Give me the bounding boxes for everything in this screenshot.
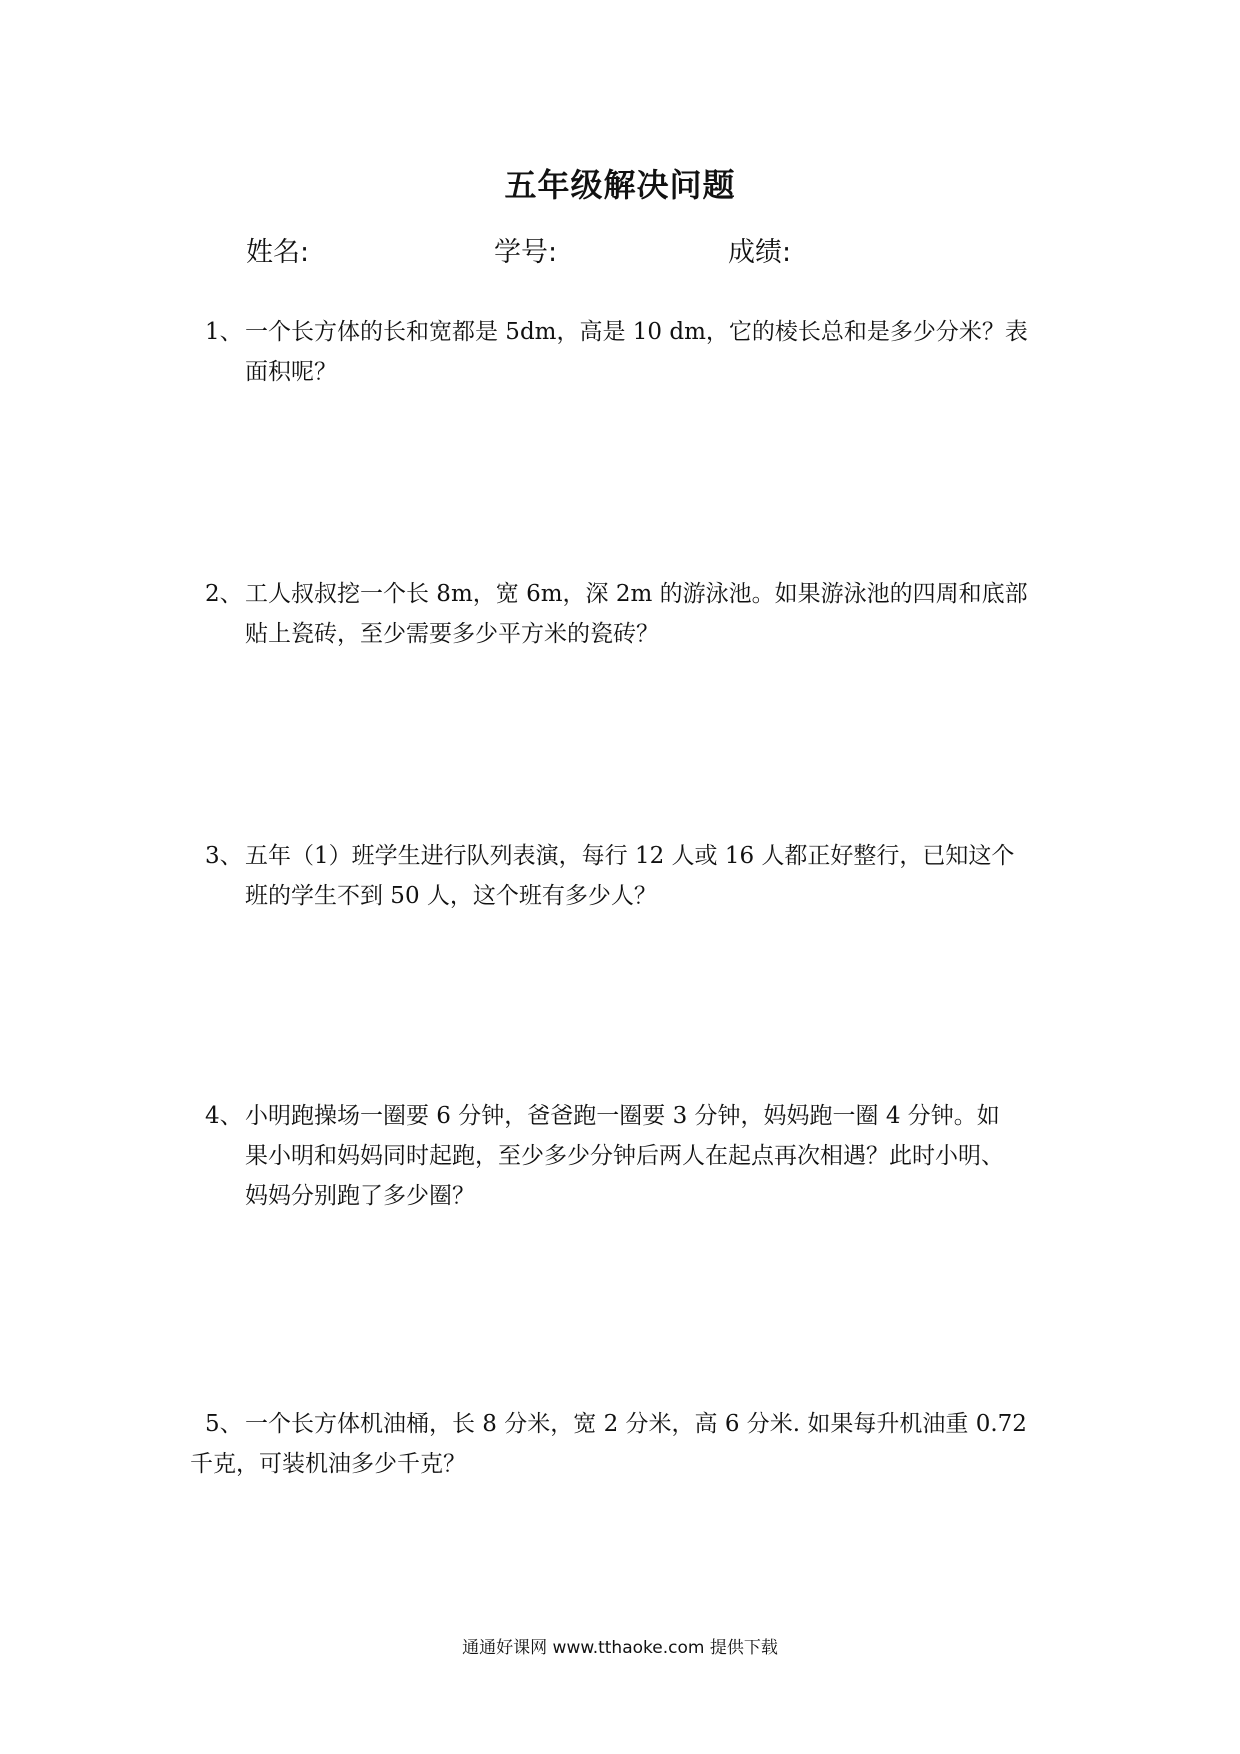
question-3 — [205, 836, 1065, 916]
page-title: 五年级解决问题 — [504, 166, 736, 204]
question-2 — [205, 574, 1065, 654]
question-number: 5、 — [205, 1411, 243, 1437]
question-text-cont: 千克，可装机油多少千克？ — [190, 1451, 466, 1477]
question-number: 2、 — [205, 581, 243, 607]
name-label: 姓名: — [246, 237, 310, 268]
question-text: 小明跑操场一圈要 6 分钟，爸爸跑一圈要 3 分钟，妈妈跑一圈 4 分钟。如 — [245, 1103, 1000, 1129]
question-1 — [205, 312, 1065, 392]
question-text-cont: 贴上瓷砖，至少需要多少平方米的瓷砖？ — [245, 621, 659, 647]
question-5 — [190, 1404, 1065, 1484]
question-text: 一个长方体的长和宽都是 5dm，高是 10 dm，它的棱长总和是多少分米？表 — [245, 319, 1028, 345]
question-text-cont: 面积呢？ — [245, 359, 337, 385]
question-text-cont: 班的学生不到 50 人，这个班有多少人？ — [245, 883, 657, 909]
question-number: 4、 — [205, 1103, 243, 1129]
question-text-cont: 妈妈分别跑了多少圈？ — [245, 1183, 475, 1209]
question-text: 一个长方体机油桶，长 8 分米，宽 2 分米，高 6 分米. 如果每升机油重 0.72 — [245, 1411, 1027, 1437]
question-number: 3、 — [205, 843, 243, 869]
question-text-cont: 果小明和妈妈同时起跑，至少多少分钟后两人在起点再次相遇？此时小明、 — [245, 1143, 1004, 1169]
question-4 — [205, 1096, 1065, 1216]
question-text: 五年（1）班学生进行队列表演，每行 12 人或 16 人都正好整行，已知这个 — [245, 843, 1015, 869]
student-id-label: 学号: — [494, 237, 558, 268]
download-footer: 通通好课网 www.tthaoke.com 提供下载 — [462, 1638, 778, 1658]
question-text: 工人叔叔挖一个长 8m，宽 6m，深 2m 的游泳池。如果游泳池的四周和底部 — [245, 581, 1028, 607]
score-label: 成绩: — [728, 237, 792, 268]
question-number: 1、 — [205, 319, 243, 345]
